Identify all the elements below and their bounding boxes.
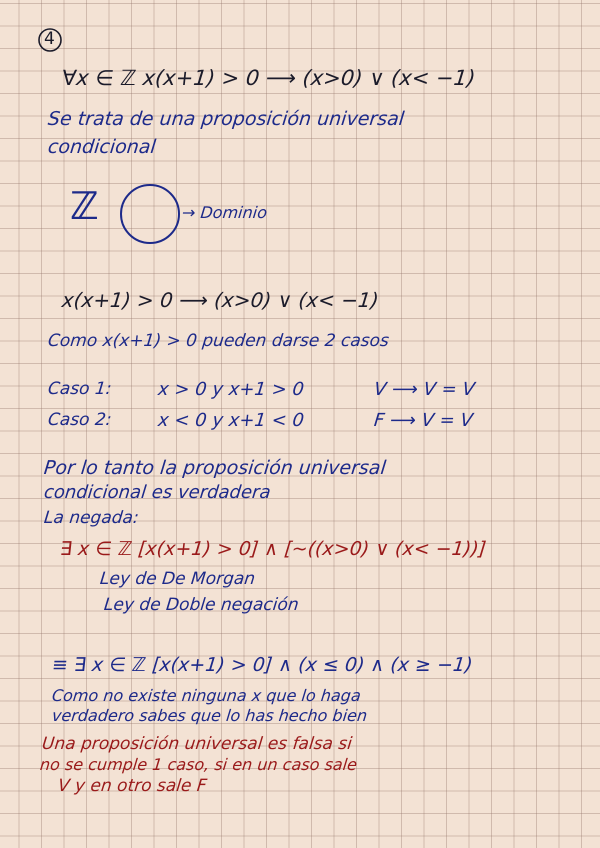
two-cases-intro: Como x(x+1) > 0 pueden darse 2 casos	[47, 331, 390, 351]
type-line-2: condicional	[46, 136, 157, 158]
negation-label: La negada:	[43, 508, 140, 528]
equivalent-formula: ≡ ∃ x ∈ ℤ [x(x+1) > 0] ∧ (x ≤ 0) ∧ (x ≥ −1)	[50, 654, 474, 676]
type-line-1: Se trata de una proposición universal	[46, 108, 406, 130]
case-1-label: Caso 1:	[47, 379, 113, 399]
law-double-negation: Ley de Doble negación	[103, 595, 300, 615]
remark-line-1: Una proposición universal es falsa si	[41, 734, 354, 754]
case-1-truth: V ⟶ V = V	[372, 379, 476, 400]
remark-line-3: V y en otro sale F	[57, 776, 208, 796]
negation-formula: ∃ x ∈ ℤ [x(x+1) > 0] ∧ [~((x>0) ∨ (x< −1))]	[58, 538, 488, 560]
note-line-1: Como no existe ninguna x que lo haga	[51, 686, 362, 705]
conclusion-line-1: Por lo tanto la proposición universal	[42, 457, 388, 479]
law-de-morgan: Ley de De Morgan	[99, 569, 257, 589]
case-2-condition: x < 0 y x+1 < 0	[156, 410, 306, 431]
domain-symbol: ℤ	[70, 184, 99, 228]
domain-label: → Dominio	[181, 203, 269, 222]
note-line-2: verdadero sabes que lo has hecho bien	[51, 706, 369, 725]
case-2-label: Caso 2:	[47, 410, 113, 430]
case-2-truth: F ⟶ V = V	[372, 410, 474, 431]
remark-line-2: no se cumple 1 caso, si en un caso sale	[39, 755, 359, 774]
proposition-statement: ∀x ∈ ℤ x(x+1) > 0 ⟶ (x>0) ∨ (x< −1)	[60, 66, 477, 90]
proposition-restated: x(x+1) > 0 ⟶ (x>0) ∨ (x< −1)	[60, 288, 380, 312]
exercise-number: 4	[44, 29, 55, 49]
conclusion-line-2: condicional es verdadera	[42, 482, 272, 503]
case-1-condition: x > 0 y x+1 > 0	[156, 379, 306, 400]
